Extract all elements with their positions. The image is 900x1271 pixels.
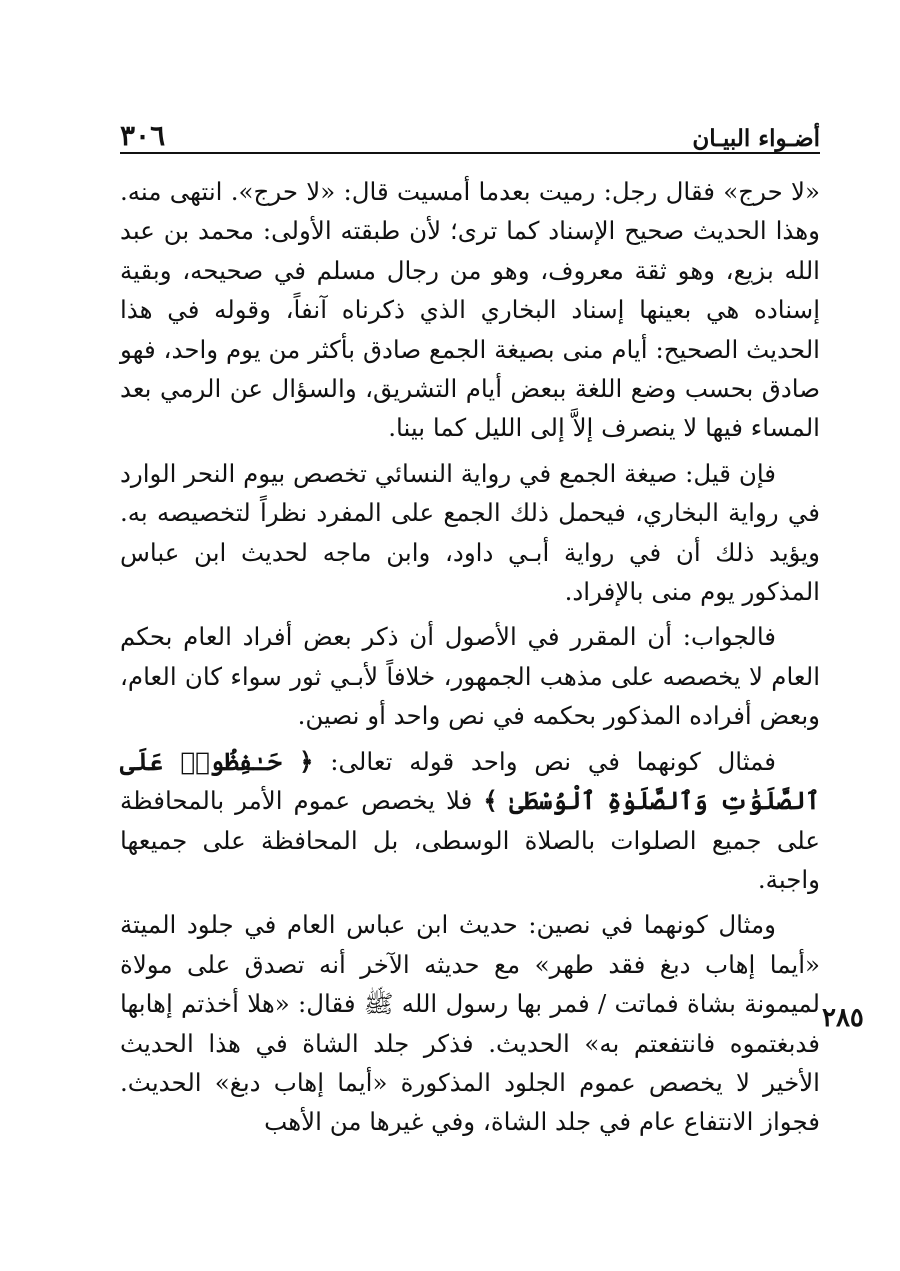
margin-page-marker: ٢٨٥ — [822, 1003, 864, 1033]
paragraph-4-intro: فمثال كونهما في نص واحد قوله تعالى: — [313, 746, 776, 776]
paragraph-3: فالجواب: أن المقرر في الأصول أن ذكر بعض أفراد العام بحكم العام لا يخصصه على مذهب الجمهور، خلافاً لأبـي ثور سواء كان العام، وبعض أفراده المذكور بحكمه في نص واحد أو نصين. — [120, 622, 820, 731]
paragraph-5: ومثال كونهما في نصين: حديث ابن عباس العام في جلود الميتة «أيما إهاب دبغ فقد طهر» مع حديثه الآخر أنه تصدق على مولاة لميمونة بشاة فماتت / فمر بها رسول الله ﷺ فقال: «هلا أخذتم إهابها فدبغتموه فانتفعتم به» الحديث. فذكر جلد الشاة في هذا الحديث الأخير لا يخصص عموم الجلود المذكورة «أيما إهاب دبغ» الحديث. فجواز الانتفاع عام في جلد الشاة، وفي غيرها من الأهب — [120, 910, 820, 1137]
paragraph-4-rest: فلا يخصص عموم الأمر بالمحافظة على جميع الصلوات بالصلاة الوسطى، بل المحافظة على جميعها واجبة. — [120, 786, 820, 894]
quran-verse: ﴿ حَـٰفِظُوا۟ عَلَى ٱلصَّلَوَٰتِ وَٱلصَّلَوٰةِ ٱلْوُسْطَىٰ ﴾ — [120, 746, 820, 816]
book-title: أضـواء البيـان — [692, 125, 820, 152]
paragraph-1: «لا حرج» فقال رجل: رميت بعدما أمسيت قال: «لا حرج». انتهى منه. وهذا الحديث صحيح الإسناد كما ترى؛ لأن طبقته الأولى: محمد بن عبد الله بزيع، وهو ثقة معروف، وهو من رجال مسلم في صحيحه، وبقية إسناده هي بعينها إسناد البخاري الذي ذكرناه آنفاً، وقوله في هذا الحديث الصحيح: أيام منى بصيغة الجمع صادق بأكثر من يوم واحد، فهو صادق بحسب وضع اللغة ببعض أيام التشريق، والسؤال عن الرمي بعد المساء فيها لا ينصرف إلاَّ إلى الليل كما بينا. — [120, 177, 820, 443]
paragraph-2: فإن قيل: صيغة الجمع في رواية النسائي تخصص بيوم النحر الوارد في رواية البخاري، فيحمل ذلك الجمع على المفرد نظراً لتخصيصه به. ويؤيد ذلك أن في رواية أبـي داود، وابن ماجه لحديث ابن عباس المذكور يوم منى بالإفراد. — [120, 458, 820, 607]
header-divider — [120, 152, 820, 154]
page-number: ٣٠٦ — [120, 119, 166, 152]
page-header — [120, 112, 820, 152]
paragraph-4 — [120, 742, 820, 900]
page-body — [120, 172, 820, 1142]
